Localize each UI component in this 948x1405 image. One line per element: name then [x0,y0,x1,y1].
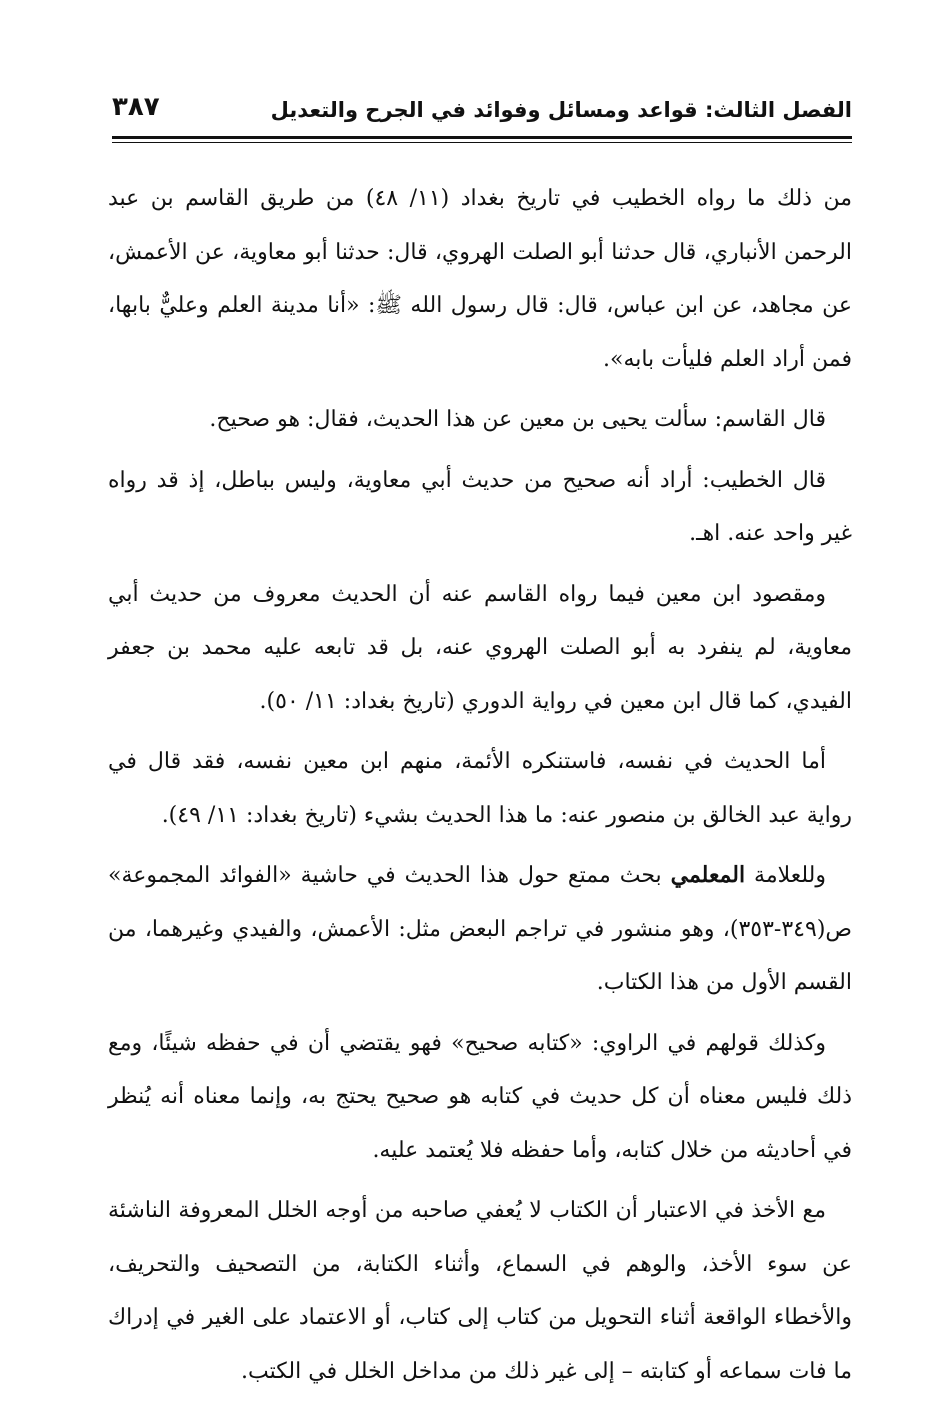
page-number: ٣٨٧ [112,92,160,122]
mualimi-after: بحث ممتع حول هذا الحديث في حاشية «الفوائد المجموعة» ص(٣٤٩-٣٥٣)، وهو منشور في تراجم البعض مثل: الأعمش، والفيدي وغيرهما، من القسم الأول من هذا الكتاب. [108,863,852,995]
paragraph-hadith-rejected: أما الحديث في نفسه، فاستنكره الأئمة، منهم ابن معين نفسه، فقد قال في رواية عبد الخالق بن منصور عنه: ما هذا الحديث بشيء (تاريخ بغداد: ١١/ ٤٩). [108,749,852,828]
header-rule-thin [112,142,852,143]
body-text [108,172,852,1405]
mualimi-name: المعلمي [670,862,746,888]
chapter-title: الفصل الثالث: قواعد ومسائل وفوائد في الجرح والتعديل [270,98,852,122]
paragraph-hadith-narration: من ذلك ما رواه الخطيب في تاريخ بغداد (١١/ ٤٨) من طريق القاسم بن عبد الرحمن الأنباري، قال حدثنا أبو الصلت الهروي، قال: حدثنا أبو معاوية، عن الأعمش، عن مجاهد، عن ابن عباس، قال: قال رسول الله ﷺ: «أنا مدينة العلم وعليٌّ بابها، فمن أراد العلم فليأت بابه». [108,186,853,372]
header-rule-thick [112,136,852,139]
paragraph-khatib-quote: قال الخطيب: أراد أنه صحيح من حديث أبي معاوية، وليس بباطل، إذ قد رواه غير واحد عنه. اهـ. [108,467,852,546]
paragraph-ibn-maeen-intent: ومقصود ابن معين فيما رواه القاسم عنه أن الحديث معروف من حديث أبي معاوية، لم ينفرد به أبو الصلت الهروي عنه، بل قد تابعه عليه محمد بن جعفر الفيدي، كما قال ابن معين في رواية الدوري (تاريخ بغداد: ١١/ ٥٠). [108,581,852,714]
running-header [112,92,852,132]
paragraph-qasim-quote: قال القاسم: سألت يحيى بن معين عن هذا الحديث، فقال: هو صحيح. [209,407,826,432]
paragraph-mualimi [108,849,852,1010]
mualimi-before: وللعلامة [745,863,826,888]
paragraph-book-correct: وكذلك قولهم في الراوي: «كتابه صحيح» فهو يقتضي أن في حفظه شيئًا، ومع ذلك فليس معناه أن كل حديث في كتابه هو صحيح يحتج به، وإنما معناه أنه يُنظر في أحاديثه من خلال كتابه، وأما حفظه فلا يُعتمد عليه. [108,1030,852,1163]
paragraph-book-errors: مع الأخذ في الاعتبار أن الكتاب لا يُعفي صاحبه من أوجه الخلل المعروفة الناشئة عن سوء الأخذ، والوهم في السماع، وأثناء الكتابة، من التصحيف والتحريف، والأخطاء الواقعة أثناء التحويل من كتاب إلى كتاب، أو الاعتماد على الغير في إدراك ما فات سماعه أو كتابته – إلى غير ذلك من مداخل الخلل في الكتب. [108,1198,852,1384]
